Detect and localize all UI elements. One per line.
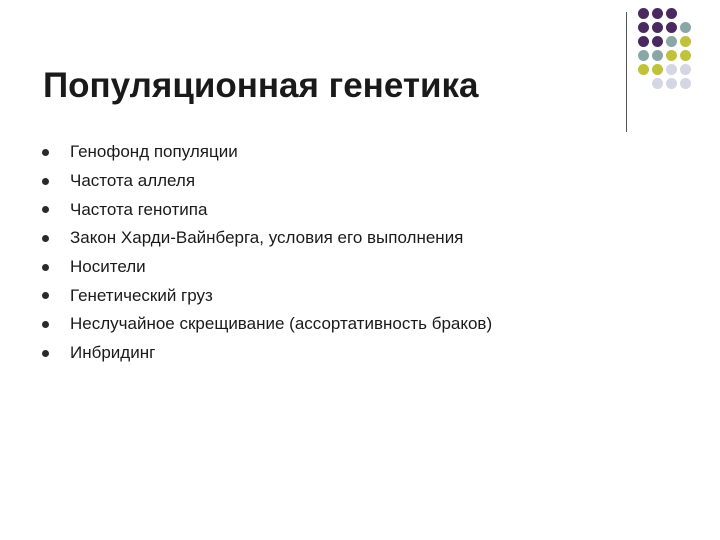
decorative-dot <box>652 22 663 33</box>
bullet-item <box>42 253 492 282</box>
decorative-dot <box>652 78 663 89</box>
decorative-dot <box>680 64 691 75</box>
decorative-dot <box>652 50 663 61</box>
bullet-text: Закон Харди-Вайнберга, условия его выполнения <box>70 228 464 248</box>
bullet-item <box>42 281 492 310</box>
decorative-dot <box>652 64 663 75</box>
bullet-icon <box>42 149 49 156</box>
bullet-item <box>42 224 492 253</box>
bullet-text: Инбридинг <box>70 343 156 363</box>
bullet-text: Носители <box>70 257 146 277</box>
decorative-dot-grid <box>638 8 698 120</box>
bullet-list <box>42 138 492 368</box>
decorative-dot <box>638 8 649 19</box>
bullet-icon <box>42 264 49 271</box>
bullet-icon <box>42 206 49 213</box>
bullet-text: Генетический груз <box>70 285 213 305</box>
decorative-dot <box>652 36 663 47</box>
bullet-item <box>42 310 492 339</box>
bullet-item <box>42 195 492 224</box>
bullet-text: Неслучайное скрещивание (ассортативность браков) <box>70 314 493 334</box>
bullet-text: Генофонд популяции <box>70 142 238 162</box>
slide-title: Популяционная генетика <box>43 66 479 105</box>
decorative-dot <box>638 50 649 61</box>
decorative-dot <box>666 8 677 19</box>
decorative-dot <box>666 36 677 47</box>
decorative-dot <box>666 78 677 89</box>
decorative-dot <box>638 64 649 75</box>
decorative-dot <box>666 50 677 61</box>
decorative-dot <box>666 22 677 33</box>
bullet-icon <box>42 235 49 242</box>
bullet-item <box>42 167 492 196</box>
decorative-dot <box>680 22 691 33</box>
bullet-text: Частота генотипа <box>70 199 208 219</box>
bullet-text: Частота аллеля <box>70 171 196 191</box>
bullet-icon <box>42 350 49 357</box>
decorative-dot <box>680 78 691 89</box>
bullet-item <box>42 339 492 368</box>
decorative-dot <box>680 36 691 47</box>
bullet-icon <box>42 292 49 299</box>
bullet-icon <box>42 321 49 328</box>
decorative-dot <box>638 22 649 33</box>
bullet-item <box>42 138 492 167</box>
vertical-divider <box>626 12 627 132</box>
decorative-dot <box>666 64 677 75</box>
bullet-icon <box>42 178 49 185</box>
decorative-dot <box>652 8 663 19</box>
decorative-dot <box>638 36 649 47</box>
decorative-dot <box>680 50 691 61</box>
